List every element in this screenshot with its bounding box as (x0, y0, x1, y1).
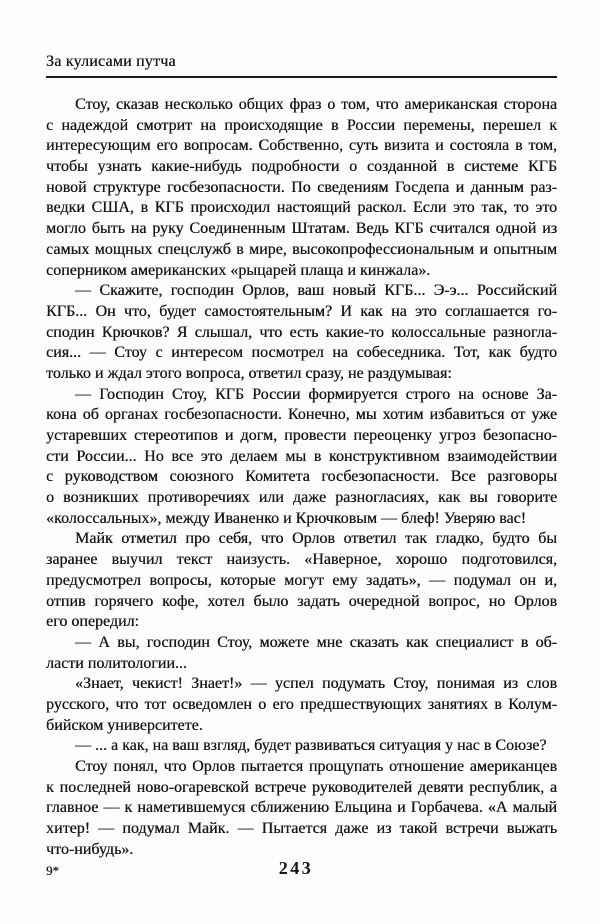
page-number: 243 (278, 858, 314, 878)
text-line: могло быть на руку Соединенным Штатам. Ведь КГБ считался одной из (46, 220, 557, 238)
text-line: — Скажите, господин Орлов, ваш новый КГБ... Э-э... Российский (75, 282, 557, 300)
text-line: главное — к наметившемуся сближению Ельцина и Горбачева. «А малый (46, 799, 557, 817)
text-line: КГБ... Он что, будет самостоятельным? И как на это соглашается го- (46, 302, 557, 320)
text-line: сти России... Но все это делаем мы в конструктивном взаимодействии (46, 447, 557, 465)
text-line: чтобы узнать какие-нибудь подробности о созданной в системе КГБ (46, 158, 557, 176)
text-line: заранее выучил текст наизусть. «Наверное, хорошо подготовился, (46, 551, 557, 569)
text-line: с руководством союзного Комитета госбезопасности. Все разговоры (46, 468, 557, 486)
text-line: Стоу понял, что Орлов пытается прощупать отношение американцев (75, 758, 557, 775)
text-line: соперником американских «рыцарей плаща и кинжала». (46, 261, 431, 279)
signature-mark: 9* (46, 863, 59, 878)
text-line: ведки США, в КГБ происходил настоящий раскол. Если это так, то это (46, 199, 557, 217)
text-line: ласти политологии... (46, 654, 187, 672)
text-line: что-нибудь». (46, 840, 134, 858)
body-text (46, 95, 557, 860)
text-line: с надеждой смотрит на происходящие в России перемены, перешел к (46, 116, 557, 134)
text-line: его опередил: (46, 613, 139, 631)
text-line: к последней ново-огаревской встрече руководителей девяти республик, а (46, 778, 557, 796)
text-line: самых мощных спецслужб в мире, высокопрофессиональным и опытным (46, 240, 557, 258)
text-line: Стоу, сказав несколько общих фраз о том, что американская сторона (75, 96, 557, 113)
text-line: о возникших противоречиях или даже разногласиях, как вы говорите (46, 489, 557, 507)
text-line: — А вы, господин Стоу, можете мне сказать как специалист в об- (75, 633, 557, 651)
text-line: Майк отметил про себя, что Орлов ответил так гладко, будто бы (75, 530, 557, 548)
text-line: устаревших стереотипов и догм, провести переоценку угроз безопасно- (46, 427, 557, 444)
text-line: отпив горячего кофе, хотел было задать очередной вопрос, но Орлов (46, 592, 557, 610)
text-line: интересующим его вопросам. Собственно, суть визита и состояла в том, (46, 137, 557, 155)
text-line: сподин Крючков? Я слышал, что есть какие-то колоссальные разногла- (46, 323, 557, 341)
text-line: — Господин Стоу, КГБ России формируется строго на основе За- (75, 385, 557, 403)
text-line: русского, что тот осведомлен о его предшествующих занятиях в Колум- (46, 695, 557, 713)
text-line: хитер! — подумал Майк. — Пытается даже из такой встречи выжать (46, 820, 557, 838)
text-line: «колоссальных», между Иваненко и Крючковым — блеф! Уверяю вас! (46, 509, 526, 527)
text-line: только и ждал этого вопроса, ответил сразу, не раздумывая: (46, 364, 452, 382)
running-title: За кулисами путча (46, 53, 176, 70)
text-line: бийском университете. (46, 716, 203, 734)
text-line: «Знает, чекист! Знает!» — успел подумать Стоу, понимая из слов (75, 675, 557, 693)
header-rule (46, 76, 557, 78)
text-line: — ... а как, на ваш взгляд, будет развиваться ситуация у нас в Союзе? (75, 737, 547, 755)
text-line: сия... — Стоу с интересом посмотрел на собеседника. Тот, как будто (46, 344, 557, 362)
text-line: новой структуре госбезопасности. По сведениям Госдепа и данным раз- (46, 178, 557, 196)
text-line: предусмотрел вопросы, которые могут ему задать», — подумал он и, (46, 571, 557, 589)
text-line: кона об органах госбезопасности. Конечно, мы хотим избавиться от уже (46, 406, 557, 424)
